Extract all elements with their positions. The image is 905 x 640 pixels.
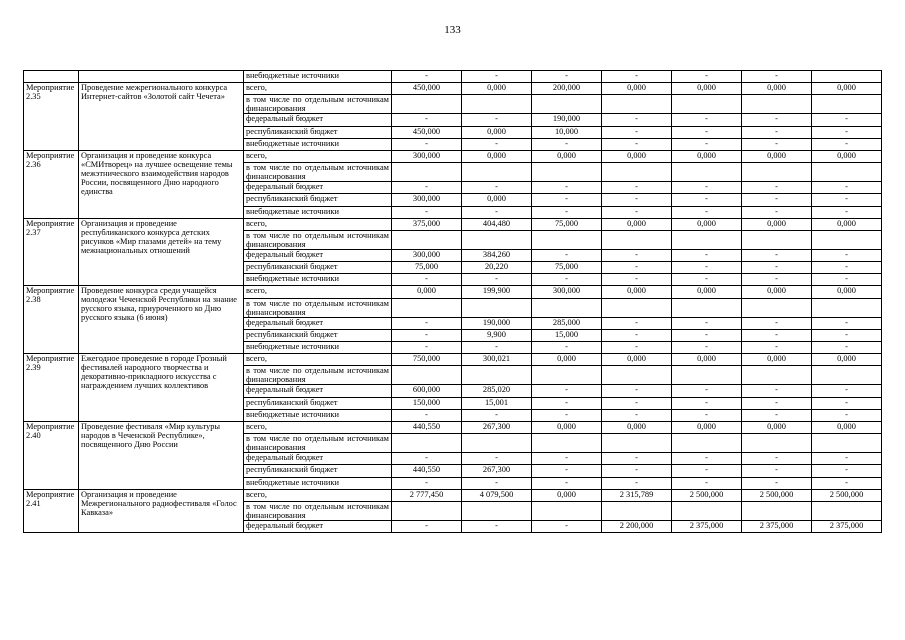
value-cell — [602, 298, 672, 317]
table-body — [24, 71, 882, 533]
value-cell: 75,000 — [532, 218, 602, 230]
page-number: 133 — [444, 24, 461, 36]
value-cell: 0,000 — [672, 218, 742, 230]
value-cell: - — [672, 206, 742, 218]
activity-name-cell: Организация и проведение республиканского конкурса детских рисунков «Мир глазами детей» на тему межнациональных отношений — [79, 218, 244, 286]
value-cell — [462, 501, 532, 520]
value-cell — [742, 163, 812, 182]
funding-source-cell: всего, — [244, 286, 392, 298]
value-cell — [532, 230, 602, 249]
activity-label-cell: Мероприятие 2.37 — [24, 218, 79, 286]
value-cell: - — [392, 409, 462, 421]
value-cell: - — [812, 126, 882, 138]
value-cell: - — [392, 274, 462, 286]
budget-table — [23, 70, 882, 533]
value-cell: 0,000 — [392, 286, 462, 298]
value-cell: - — [672, 409, 742, 421]
value-cell: 0,000 — [812, 286, 882, 298]
value-cell: 0,000 — [742, 421, 812, 433]
value-cell — [462, 366, 532, 385]
value-cell — [812, 163, 882, 182]
value-cell: - — [742, 126, 812, 138]
value-cell: - — [532, 409, 602, 421]
value-cell: 0,000 — [462, 126, 532, 138]
value-cell: - — [672, 453, 742, 465]
value-cell: - — [392, 71, 462, 83]
value-cell: - — [392, 206, 462, 218]
value-cell: 0,000 — [812, 421, 882, 433]
value-cell: 0,000 — [532, 421, 602, 433]
value-cell: - — [742, 397, 812, 409]
value-cell: - — [602, 317, 672, 329]
value-cell: - — [602, 453, 672, 465]
value-cell: - — [602, 114, 672, 126]
activity-label-cell: Мероприятие 2.35 — [24, 83, 79, 151]
value-cell: - — [532, 342, 602, 354]
value-cell: - — [602, 274, 672, 286]
value-cell: - — [742, 262, 812, 274]
value-cell: 285,000 — [532, 317, 602, 329]
value-cell: - — [392, 114, 462, 126]
value-cell: 0,000 — [532, 150, 602, 162]
value-cell: 0,000 — [462, 150, 532, 162]
value-cell: 450,000 — [392, 126, 462, 138]
value-cell: 2 777,450 — [392, 489, 462, 501]
value-cell: - — [392, 182, 462, 194]
value-cell: - — [812, 385, 882, 397]
value-cell: - — [742, 477, 812, 489]
value-cell: - — [742, 465, 812, 477]
value-cell: - — [742, 342, 812, 354]
value-cell: - — [602, 182, 672, 194]
activity-name-cell: Ежегодное проведение в городе Грозный фестивалей народного творчества и декоративно-прикладного искусства с награждением лучших коллективов — [79, 354, 244, 422]
value-cell — [602, 501, 672, 520]
value-cell: - — [532, 397, 602, 409]
value-cell: - — [602, 477, 672, 489]
value-cell — [672, 501, 742, 520]
value-cell: - — [812, 274, 882, 286]
value-cell — [462, 95, 532, 114]
value-cell: 0,000 — [742, 354, 812, 366]
value-cell: 300,000 — [532, 286, 602, 298]
activity-name-cell: Организация и проведение Межрегионального радиофестиваля «Голос Кавказа» — [79, 489, 244, 532]
value-cell — [672, 434, 742, 453]
value-cell: 440,550 — [392, 421, 462, 433]
value-cell: - — [672, 342, 742, 354]
activity-label-cell — [24, 71, 79, 83]
value-cell — [742, 501, 812, 520]
funding-source-cell: в том числе по отдельным источникам финансирования — [244, 298, 392, 317]
value-cell: - — [462, 274, 532, 286]
value-cell: - — [672, 329, 742, 341]
value-cell: - — [532, 385, 602, 397]
value-cell — [392, 434, 462, 453]
value-cell: - — [672, 138, 742, 150]
funding-source-cell: федеральный бюджет — [244, 453, 392, 465]
value-cell: - — [742, 114, 812, 126]
value-cell: - — [462, 71, 532, 83]
value-cell: - — [812, 206, 882, 218]
value-cell: 0,000 — [742, 286, 812, 298]
value-cell: - — [742, 274, 812, 286]
value-cell: - — [672, 397, 742, 409]
value-cell: - — [392, 342, 462, 354]
funding-source-cell: республиканский бюджет — [244, 397, 392, 409]
value-cell: 440,550 — [392, 465, 462, 477]
value-cell: - — [672, 126, 742, 138]
table-row — [24, 421, 882, 433]
funding-source-cell: внебюджетные источники — [244, 71, 392, 83]
value-cell: - — [602, 206, 672, 218]
activity-label-cell: Мероприятие 2.39 — [24, 354, 79, 422]
funding-source-cell: в том числе по отдельным источникам финансирования — [244, 501, 392, 520]
value-cell: - — [672, 249, 742, 261]
value-cell: - — [672, 317, 742, 329]
value-cell: - — [742, 385, 812, 397]
value-cell: - — [602, 71, 672, 83]
funding-source-cell: республиканский бюджет — [244, 262, 392, 274]
funding-source-cell: федеральный бюджет — [244, 520, 392, 532]
value-cell: - — [602, 385, 672, 397]
funding-source-cell: внебюджетные источники — [244, 274, 392, 286]
value-cell — [812, 501, 882, 520]
value-cell: - — [392, 453, 462, 465]
value-cell: 4 079,500 — [462, 489, 532, 501]
funding-source-cell: в том числе по отдельным источникам финансирования — [244, 434, 392, 453]
value-cell: 10,000 — [532, 126, 602, 138]
value-cell: - — [532, 477, 602, 489]
value-cell: - — [742, 317, 812, 329]
activity-name-cell: Проведение фестиваля «Мир культуры народов в Чеченской Республике», посвященного Дню России — [79, 421, 244, 489]
value-cell: - — [672, 262, 742, 274]
value-cell — [672, 163, 742, 182]
funding-source-cell: всего, — [244, 421, 392, 433]
value-cell: 0,000 — [602, 421, 672, 433]
value-cell — [392, 298, 462, 317]
value-cell: - — [392, 317, 462, 329]
value-cell: - — [742, 194, 812, 206]
value-cell: - — [532, 138, 602, 150]
value-cell: - — [392, 477, 462, 489]
table-row — [24, 286, 882, 298]
value-cell: 0,000 — [672, 83, 742, 95]
value-cell: - — [602, 138, 672, 150]
value-cell: 0,000 — [532, 489, 602, 501]
value-cell — [602, 95, 672, 114]
value-cell: - — [812, 114, 882, 126]
value-cell: - — [742, 249, 812, 261]
activity-name-cell: Проведение межрегионального конкурса Интернет-сайтов «Золотой сайт Чечета» — [79, 83, 244, 151]
funding-source-cell: внебюджетные источники — [244, 206, 392, 218]
value-cell: 0,000 — [462, 83, 532, 95]
funding-source-cell: в том числе по отдельным источникам финансирования — [244, 230, 392, 249]
value-cell: 0,000 — [672, 286, 742, 298]
activity-label-cell: Мероприятие 2.40 — [24, 421, 79, 489]
value-cell: 75,000 — [532, 262, 602, 274]
funding-source-cell: федеральный бюджет — [244, 114, 392, 126]
value-cell — [392, 366, 462, 385]
value-cell: 2 315,789 — [602, 489, 672, 501]
value-cell — [812, 434, 882, 453]
value-cell: - — [812, 194, 882, 206]
value-cell: - — [812, 329, 882, 341]
value-cell — [462, 434, 532, 453]
value-cell: 300,000 — [392, 249, 462, 261]
value-cell — [672, 366, 742, 385]
activity-label-cell: Мероприятие 2.41 — [24, 489, 79, 532]
table-row — [24, 150, 882, 162]
value-cell — [532, 298, 602, 317]
value-cell: 600,000 — [392, 385, 462, 397]
value-cell — [532, 434, 602, 453]
value-cell — [462, 298, 532, 317]
value-cell — [672, 95, 742, 114]
value-cell: - — [742, 206, 812, 218]
value-cell: - — [462, 138, 532, 150]
value-cell: 267,300 — [462, 465, 532, 477]
value-cell — [462, 163, 532, 182]
value-cell: - — [532, 182, 602, 194]
value-cell: 267,300 — [462, 421, 532, 433]
funding-source-cell: всего, — [244, 83, 392, 95]
value-cell: 199,900 — [462, 286, 532, 298]
value-cell: 190,000 — [532, 114, 602, 126]
funding-source-cell: в том числе по отдельным источникам финансирования — [244, 163, 392, 182]
value-cell: - — [392, 329, 462, 341]
value-cell: 2 200,000 — [602, 520, 672, 532]
value-cell: - — [462, 453, 532, 465]
value-cell: - — [602, 409, 672, 421]
funding-source-cell: республиканский бюджет — [244, 329, 392, 341]
value-cell: - — [532, 453, 602, 465]
value-cell: 0,000 — [462, 194, 532, 206]
value-cell: 2 375,000 — [742, 520, 812, 532]
value-cell: - — [392, 520, 462, 532]
funding-source-cell: республиканский бюджет — [244, 465, 392, 477]
funding-source-cell: федеральный бюджет — [244, 249, 392, 261]
funding-source-cell: всего, — [244, 150, 392, 162]
value-cell: 404,480 — [462, 218, 532, 230]
funding-source-cell: внебюджетные источники — [244, 477, 392, 489]
value-cell: - — [672, 114, 742, 126]
value-cell: 300,000 — [392, 194, 462, 206]
value-cell: - — [812, 262, 882, 274]
value-cell — [602, 163, 672, 182]
value-cell: - — [462, 206, 532, 218]
value-cell — [392, 501, 462, 520]
value-cell — [392, 163, 462, 182]
value-cell: - — [602, 465, 672, 477]
value-cell: 2 375,000 — [672, 520, 742, 532]
value-cell: - — [462, 342, 532, 354]
funding-source-cell: всего, — [244, 354, 392, 366]
funding-source-cell: всего, — [244, 489, 392, 501]
value-cell: - — [812, 409, 882, 421]
value-cell: - — [742, 138, 812, 150]
value-cell: - — [532, 465, 602, 477]
value-cell — [532, 163, 602, 182]
value-cell: - — [462, 409, 532, 421]
value-cell — [602, 366, 672, 385]
funding-source-cell: внебюджетные источники — [244, 342, 392, 354]
value-cell: 285,020 — [462, 385, 532, 397]
value-cell — [672, 230, 742, 249]
value-cell: - — [462, 182, 532, 194]
value-cell: 300,000 — [392, 150, 462, 162]
value-cell: - — [812, 138, 882, 150]
funding-source-cell: республиканский бюджет — [244, 194, 392, 206]
value-cell: - — [602, 194, 672, 206]
value-cell: - — [812, 182, 882, 194]
value-cell: 0,000 — [742, 150, 812, 162]
value-cell: - — [462, 520, 532, 532]
value-cell: - — [392, 138, 462, 150]
value-cell — [532, 501, 602, 520]
value-cell: - — [602, 126, 672, 138]
value-cell: - — [672, 71, 742, 83]
value-cell — [812, 298, 882, 317]
value-cell — [602, 434, 672, 453]
value-cell: 75,000 — [392, 262, 462, 274]
value-cell: - — [462, 477, 532, 489]
value-cell: 0,000 — [602, 286, 672, 298]
value-cell: - — [812, 477, 882, 489]
value-cell: - — [532, 206, 602, 218]
value-cell: - — [742, 409, 812, 421]
value-cell — [812, 71, 882, 83]
value-cell: 190,000 — [462, 317, 532, 329]
value-cell: - — [532, 520, 602, 532]
value-cell: - — [602, 342, 672, 354]
value-cell: - — [742, 182, 812, 194]
value-cell: - — [532, 274, 602, 286]
value-cell: 0,000 — [602, 83, 672, 95]
value-cell: 2 500,000 — [742, 489, 812, 501]
value-cell: 0,000 — [742, 83, 812, 95]
value-cell: - — [742, 71, 812, 83]
funding-source-cell: в том числе по отдельным источникам финансирования — [244, 366, 392, 385]
value-cell: 750,000 — [392, 354, 462, 366]
funding-source-cell: федеральный бюджет — [244, 182, 392, 194]
funding-source-cell: федеральный бюджет — [244, 317, 392, 329]
funding-source-cell: всего, — [244, 218, 392, 230]
value-cell: 2 500,000 — [672, 489, 742, 501]
value-cell: - — [602, 262, 672, 274]
value-cell: - — [812, 317, 882, 329]
value-cell: 0,000 — [812, 354, 882, 366]
value-cell: 384,260 — [462, 249, 532, 261]
value-cell: 150,000 — [392, 397, 462, 409]
funding-source-cell: республиканский бюджет — [244, 126, 392, 138]
value-cell — [532, 366, 602, 385]
value-cell: - — [462, 114, 532, 126]
value-cell: 0,000 — [602, 218, 672, 230]
value-cell: - — [812, 453, 882, 465]
value-cell: - — [672, 182, 742, 194]
value-cell — [672, 298, 742, 317]
value-cell — [392, 95, 462, 114]
value-cell: - — [672, 274, 742, 286]
value-cell: 9,900 — [462, 329, 532, 341]
value-cell: 200,000 — [532, 83, 602, 95]
value-cell: - — [532, 194, 602, 206]
funding-source-cell: внебюджетные источники — [244, 138, 392, 150]
value-cell: - — [742, 453, 812, 465]
value-cell: 2 375,000 — [812, 520, 882, 532]
value-cell: 450,000 — [392, 83, 462, 95]
value-cell — [742, 298, 812, 317]
value-cell: 0,000 — [602, 354, 672, 366]
table-row — [24, 83, 882, 95]
value-cell — [742, 366, 812, 385]
value-cell: - — [812, 342, 882, 354]
value-cell — [812, 230, 882, 249]
value-cell — [462, 230, 532, 249]
value-cell: 0,000 — [672, 421, 742, 433]
activity-label-cell: Мероприятие 2.36 — [24, 150, 79, 218]
value-cell: - — [812, 465, 882, 477]
value-cell: 15,000 — [532, 329, 602, 341]
value-cell: 300,021 — [462, 354, 532, 366]
table-row — [24, 71, 882, 83]
value-cell: 0,000 — [812, 83, 882, 95]
value-cell: 0,000 — [602, 150, 672, 162]
activity-name-cell — [79, 71, 244, 83]
value-cell — [812, 95, 882, 114]
funding-source-cell: федеральный бюджет — [244, 385, 392, 397]
value-cell — [812, 366, 882, 385]
value-cell — [392, 230, 462, 249]
value-cell: - — [672, 194, 742, 206]
table-row — [24, 218, 882, 230]
value-cell: - — [602, 397, 672, 409]
value-cell: 15,001 — [462, 397, 532, 409]
value-cell: 0,000 — [672, 354, 742, 366]
activity-name-cell: Проведение конкурса среди учащейся молодежи Чеченской Республики на знание русского языка, приуроченного ко Дню русского языка (6 июня) — [79, 286, 244, 354]
value-cell — [742, 434, 812, 453]
value-cell — [532, 95, 602, 114]
value-cell: 0,000 — [812, 218, 882, 230]
value-cell: 0,000 — [532, 354, 602, 366]
value-cell: 0,000 — [812, 150, 882, 162]
value-cell: - — [672, 477, 742, 489]
value-cell: 2 500,000 — [812, 489, 882, 501]
value-cell: - — [532, 249, 602, 261]
table-row — [24, 489, 882, 501]
funding-source-cell: внебюджетные источники — [244, 409, 392, 421]
value-cell — [742, 95, 812, 114]
table-row — [24, 354, 882, 366]
value-cell: 375,000 — [392, 218, 462, 230]
value-cell: - — [812, 397, 882, 409]
value-cell: - — [532, 71, 602, 83]
value-cell: - — [672, 465, 742, 477]
value-cell: - — [672, 385, 742, 397]
value-cell: - — [812, 249, 882, 261]
activity-label-cell: Мероприятие 2.38 — [24, 286, 79, 354]
activity-name-cell: Организация и проведение конкурса «СМИтворец» на лучшее освещение темы межэтнического взаимодействия народов России, посвященного Дню народного единства — [79, 150, 244, 218]
value-cell — [602, 230, 672, 249]
funding-source-cell: в том числе по отдельным источникам финансирования — [244, 95, 392, 114]
value-cell: - — [602, 249, 672, 261]
value-cell: - — [602, 329, 672, 341]
value-cell: 0,000 — [672, 150, 742, 162]
value-cell: 0,000 — [742, 218, 812, 230]
value-cell — [742, 230, 812, 249]
value-cell: 20,220 — [462, 262, 532, 274]
value-cell: - — [742, 329, 812, 341]
